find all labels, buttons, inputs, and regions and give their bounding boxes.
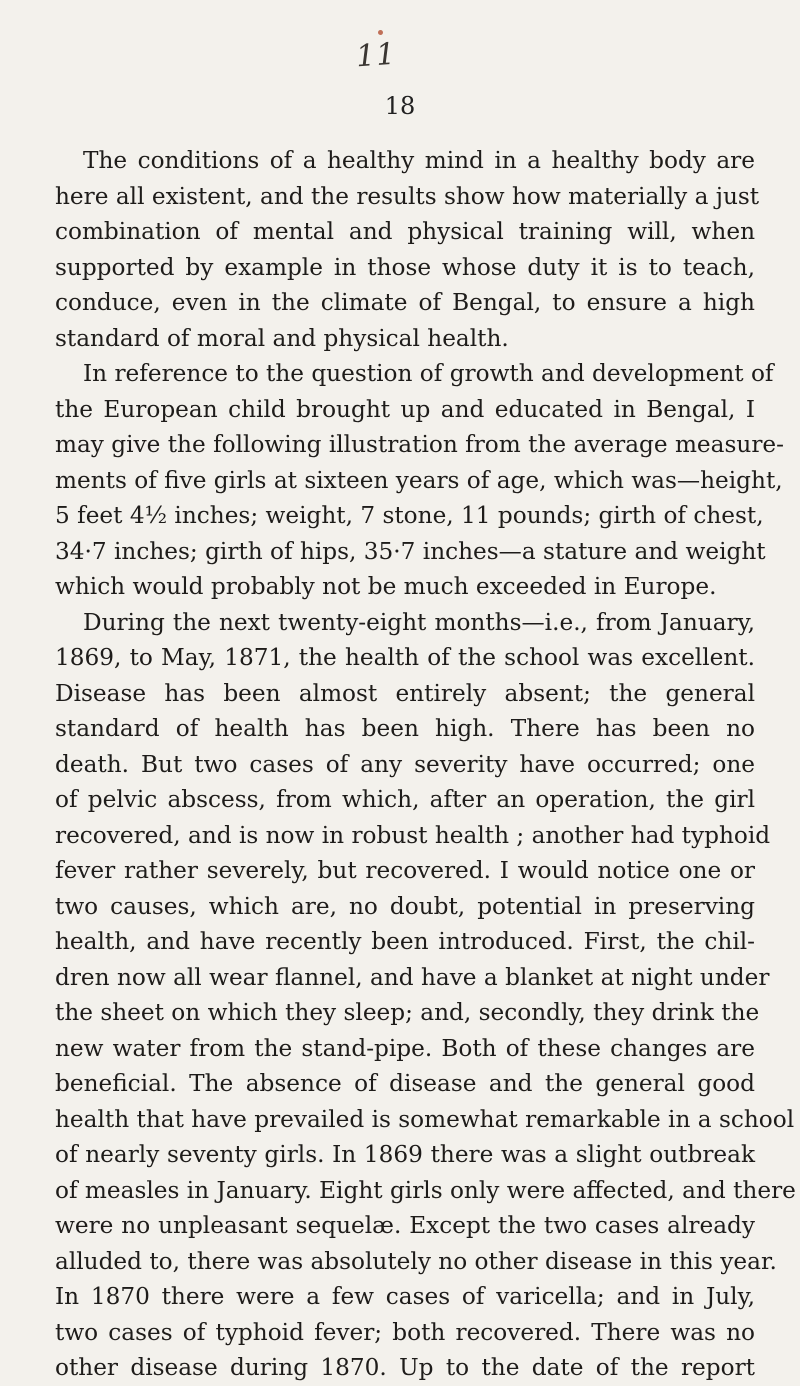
text-line: beneficial. The absence of disease and the general good (55, 1070, 755, 1097)
text-line: conduce, even in the climate of Bengal, to ensure a high (55, 289, 755, 316)
ink-mark (378, 30, 383, 35)
text-line: 5 feet 4½ inches; weight, 7 stone, 11 pounds; girth of chest, (55, 502, 764, 529)
text-line: of nearly seventy girls. In 1869 there was a slight outbreak (55, 1141, 755, 1168)
body-text (55, 143, 796, 1386)
text-line: the European child brought up and educated in Bengal, I (55, 395, 755, 423)
text-line: here all existent, and the results show how materially a just (55, 182, 760, 210)
text-line: In reference to the question of growth and development of (83, 360, 774, 387)
text-line: During the next twenty-eight months—i.e., from January, (83, 608, 755, 636)
text-line: 1869, to May, 1871, the health of the school was excellent. (55, 644, 755, 671)
text-line: of pelvic abscess, from which, after an operation, the girl (55, 786, 755, 813)
text-line: 34·7 inches; girth of hips, 35·7 inches—a stature and weight (55, 537, 766, 565)
text-line: standard of health has been high. There has been no (55, 715, 755, 742)
text-line: the sheet on which they sleep; and, secondly, they drink the (55, 999, 760, 1026)
text-line: The conditions of a healthy mind in a healthy body are (83, 147, 755, 174)
text-line: standard of moral and physical health. (55, 324, 509, 352)
text-line: dren now all wear flannel, and have a blanket at night under (55, 963, 770, 991)
text-line: of measles in January. Eight girls only were affected, and there (55, 1176, 796, 1204)
text-line: new water from the stand-pipe. Both of these changes are (55, 1034, 755, 1062)
text-line: two cases of typhoid fever; both recovered. There was no (55, 1318, 755, 1346)
text-line: two causes, which are, no doubt, potential in preserving (55, 892, 755, 920)
text-line: which would probably not be much exceeded in Europe. (55, 573, 717, 600)
text-line: In 1870 there were a few cases of varicella; and in July, (55, 1283, 755, 1310)
text-line: alluded to, there was absolutely no other disease in this year. (55, 1247, 777, 1275)
text-line: Disease has been almost entirely absent; the general (55, 679, 755, 707)
text-line: were no unpleasant sequelæ. Except the two cases already (55, 1212, 755, 1239)
text-line: fever rather severely, but recovered. I would notice one or (55, 857, 755, 884)
text-line: health that have prevailed is somewhat remarkable in a school (55, 1105, 795, 1133)
text-line: supported by example in those whose duty it is to teach, (55, 253, 755, 281)
text-line: combination of mental and physical training will, when (55, 218, 755, 245)
text-line: may give the following illustration from the average measure- (55, 431, 784, 458)
text-line: recovered, and is now in robust health ; another had typhoid (55, 821, 771, 849)
text-line: death. But two cases of any severity have occurred; one (55, 750, 755, 778)
handwritten-annotation: 11 (354, 36, 398, 75)
text-line: ments of five girls at sixteen years of age, which was—height, (55, 466, 783, 494)
text-line: other disease during 1870. Up to the date of the report (55, 1354, 755, 1381)
page-number: 18 (384, 92, 416, 120)
text-line: health, and have recently been introduced. First, the chil- (55, 928, 755, 955)
